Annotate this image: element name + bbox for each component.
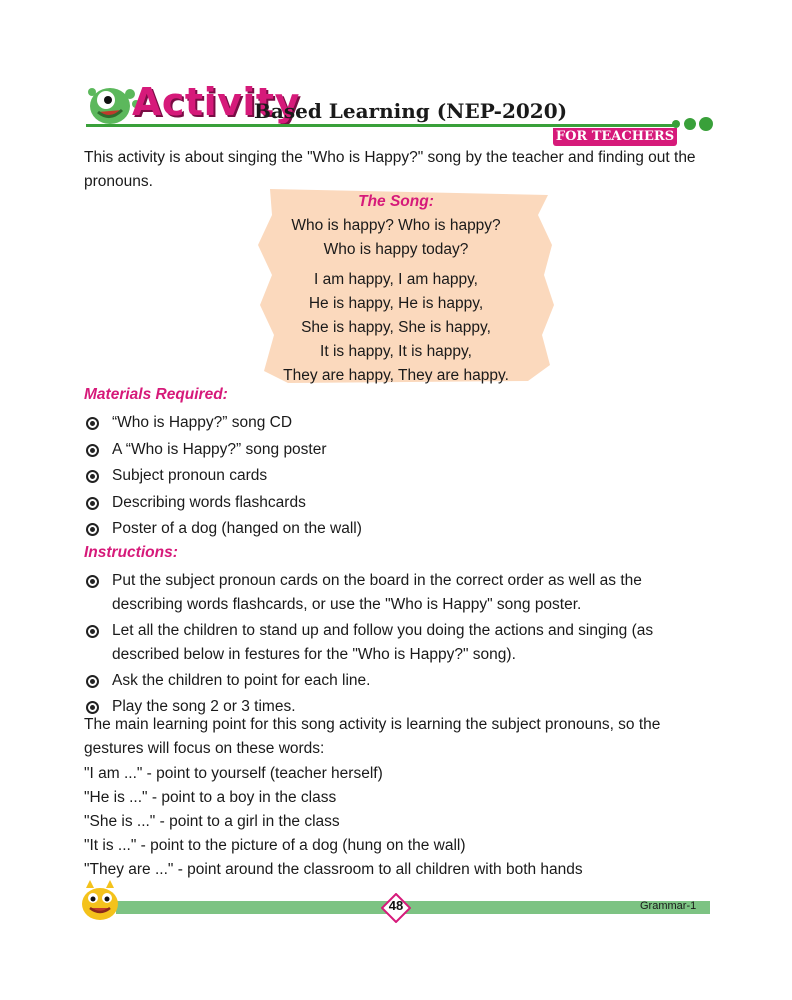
instructions-heading: Instructions:: [84, 544, 178, 561]
list-item: [84, 438, 724, 465]
bullet-icon: [86, 675, 99, 688]
bullet-icon: [86, 625, 99, 638]
bullet-icon: [86, 470, 99, 483]
materials-heading: Materials Required:: [84, 386, 228, 403]
gestures-block: [84, 762, 724, 882]
footer-bar: [116, 901, 710, 914]
list-item: [84, 669, 714, 693]
bullet-icon: [86, 417, 99, 430]
materials-item-text: “Who is Happy?” song CD: [112, 414, 293, 431]
gesture-line: "He is ..." - point to a boy in the class: [84, 789, 337, 806]
list-item: [84, 411, 724, 438]
bullet-icon: [86, 523, 99, 536]
header-subtitle: Based Learning (NEP-2020): [254, 99, 568, 123]
main-point-paragraph: The main learning point for this song activity is learning the subject pronouns, so the gestures will focus on these words:: [84, 716, 661, 757]
bullet-icon: [86, 575, 99, 588]
instructions-list: [84, 569, 714, 721]
instruction-text: Put the subject pronoun cards on the board in the correct order as well as the describing words flashcards, or use the "Who is Happy" song poster.: [112, 572, 642, 613]
book-title-label: Grammar-1: [640, 900, 697, 912]
list-item: [84, 464, 724, 491]
instruction-text: Let all the children to stand up and follow you doing the actions and singing (as described below in festures for the "Who is Happy?" song).: [112, 622, 654, 663]
bullet-icon: [86, 497, 99, 510]
gesture-line: "They are ..." - point around the classroom to all children with both hands: [84, 861, 583, 878]
song-line: She is happy, She is happy,: [301, 319, 491, 336]
list-item: [84, 491, 724, 518]
materials-item-text: Subject pronoun cards: [112, 467, 268, 484]
materials-item-text: A “Who is Happy?” song poster: [112, 440, 327, 458]
materials-item-text: Poster of a dog (hanged on the wall): [112, 520, 362, 537]
song-block: [262, 190, 530, 388]
song-line: Who is happy? Who is happy?: [291, 217, 501, 234]
bullet-icon: [86, 444, 99, 457]
list-item: [84, 619, 714, 667]
list-item: [84, 569, 714, 617]
for-teachers-tag: FOR TEACHERS: [553, 128, 677, 146]
song-line: I am happy, I am happy,: [314, 271, 478, 288]
song-line: He is happy, He is happy,: [308, 295, 484, 312]
activity-logo-text: Activity: [132, 80, 300, 124]
song-line: Who is happy today?: [323, 241, 469, 258]
page-number: 48: [388, 898, 404, 913]
yellow-monster-mascot-icon: [76, 878, 124, 922]
gesture-line: "She is ..." - point to a girl in the class: [84, 813, 340, 830]
song-line: It is happy, It is happy,: [320, 343, 472, 360]
gesture-line: "It is ..." - point to the picture of a dog (hung on the wall): [84, 837, 466, 854]
list-item: [84, 517, 724, 544]
materials-list: [84, 411, 724, 544]
song-line: They are happy, They are happy.: [283, 367, 509, 384]
instruction-text: Ask the children to point for each line.: [112, 672, 371, 689]
intro-paragraph: This activity is about singing the "Who is Happy?" song by the teacher and finding out the pronouns.: [84, 149, 696, 190]
header-rule: [86, 124, 678, 127]
materials-item-text: Describing words flashcards: [112, 493, 306, 511]
instruction-text: Play the song 2 or 3 times.: [112, 698, 296, 715]
gesture-line: "I am ..." - point to yourself (teacher herself): [84, 765, 383, 782]
song-title: The Song:: [358, 193, 434, 210]
